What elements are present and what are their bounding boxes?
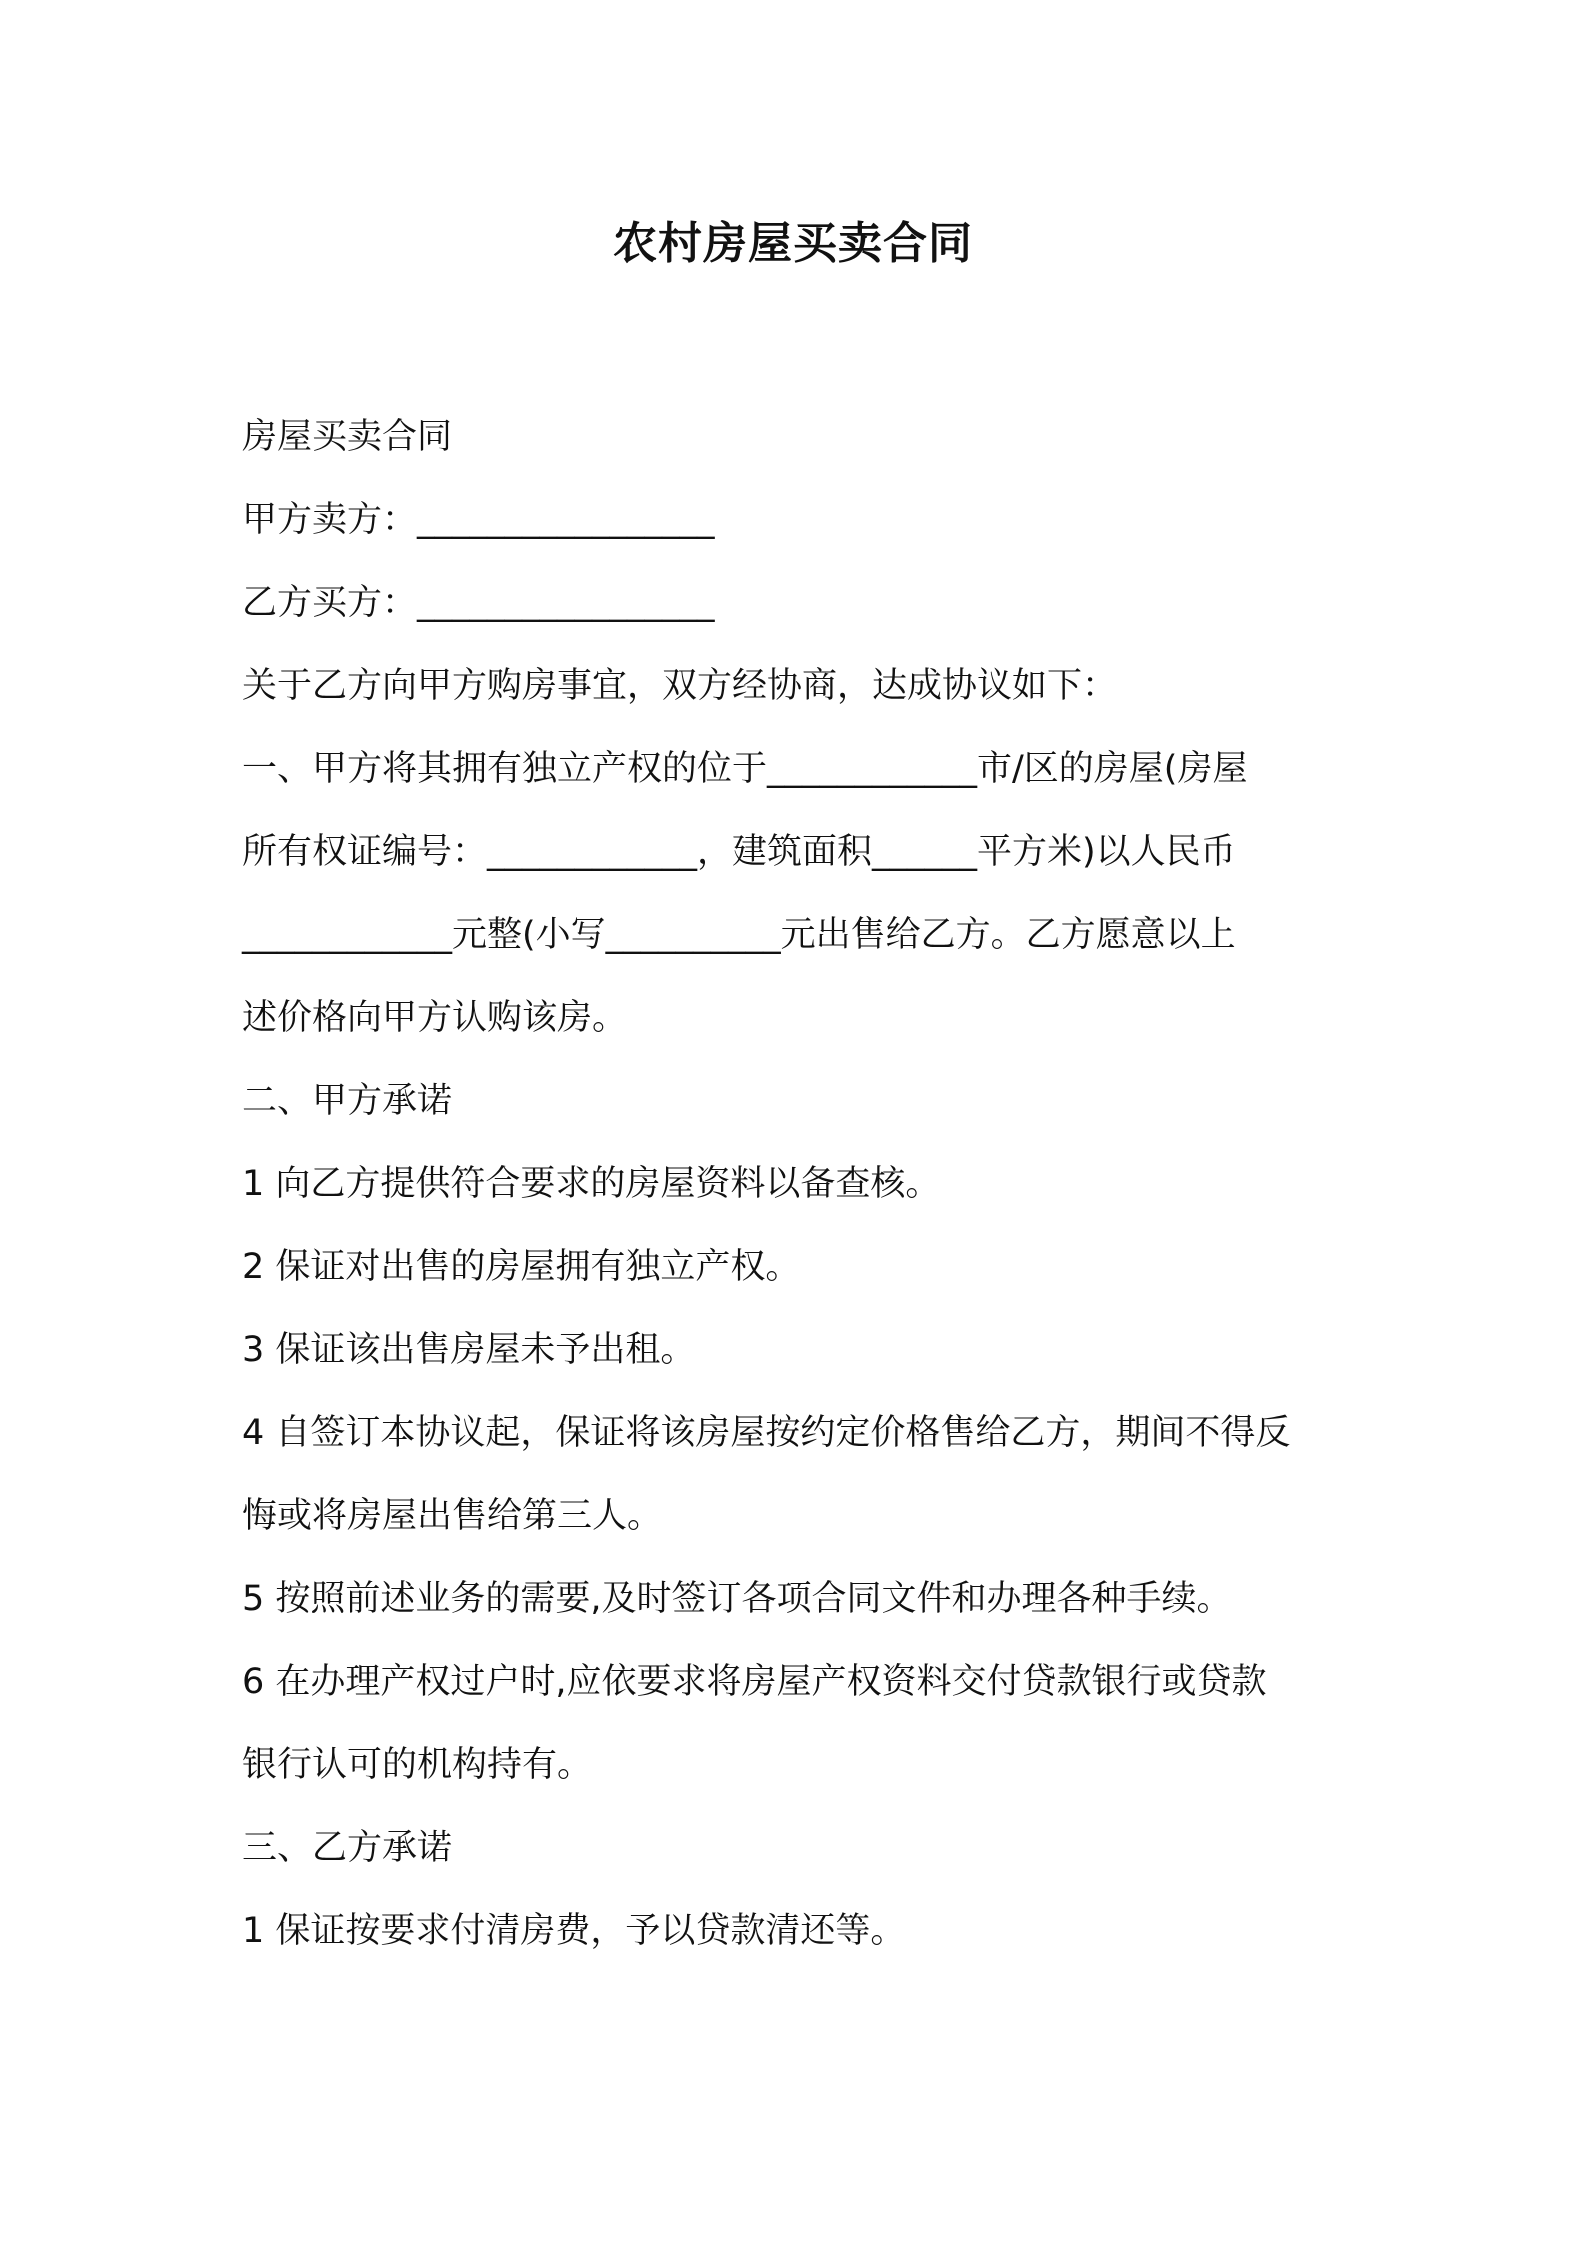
- agreement-intro: 关于乙方向甲方购房事宜，双方经协商，达成协议如下：: [242, 666, 1118, 706]
- document-title: 农村房屋买卖合同: [613, 218, 973, 269]
- party-b-buyer-line: 乙方买方：_________________: [242, 583, 715, 623]
- section-2-heading: 二、甲方承诺: [242, 1081, 453, 1121]
- seller-promise-4-line-1: 4 自签订本协议起，保证将该房屋按约定价格售给乙方，期间不得反: [242, 1413, 1291, 1453]
- contract-heading: 房屋买卖合同: [242, 417, 453, 457]
- seller-promise-5: 5 按照前述业务的需要,及时签订各项合同文件和办理各种手续。: [242, 1579, 1232, 1619]
- party-a-seller-line: 甲方卖方：_________________: [242, 500, 715, 540]
- clause-1-line-3: ____________元整(小写__________元出售给乙方。乙方愿意以上: [242, 915, 1236, 955]
- seller-promise-6-line-1: 6 在办理产权过户时,应依要求将房屋产权资料交付贷款银行或贷款: [242, 1662, 1267, 1702]
- section-3-heading: 三、乙方承诺: [242, 1828, 453, 1868]
- clause-1-line-2: 所有权证编号：____________，建筑面积______平方米)以人民币: [242, 832, 1236, 872]
- buyer-promise-1: 1 保证按要求付清房费，予以贷款清还等。: [242, 1911, 906, 1951]
- seller-promise-6-line-2: 银行认可的机构持有。: [242, 1745, 593, 1785]
- clause-1-line-1: 一、甲方将其拥有独立产权的位于____________市/区的房屋(房屋: [242, 749, 1248, 789]
- seller-promise-3: 3 保证该出售房屋未予出租。: [242, 1330, 696, 1370]
- seller-promise-4-line-2: 悔或将房屋出售给第三人。: [242, 1496, 663, 1536]
- seller-promise-2: 2 保证对出售的房屋拥有独立产权。: [242, 1247, 801, 1287]
- clause-1-line-4: 述价格向甲方认购该房。: [242, 998, 628, 1038]
- seller-promise-1: 1 向乙方提供符合要求的房屋资料以备查核。: [242, 1164, 941, 1204]
